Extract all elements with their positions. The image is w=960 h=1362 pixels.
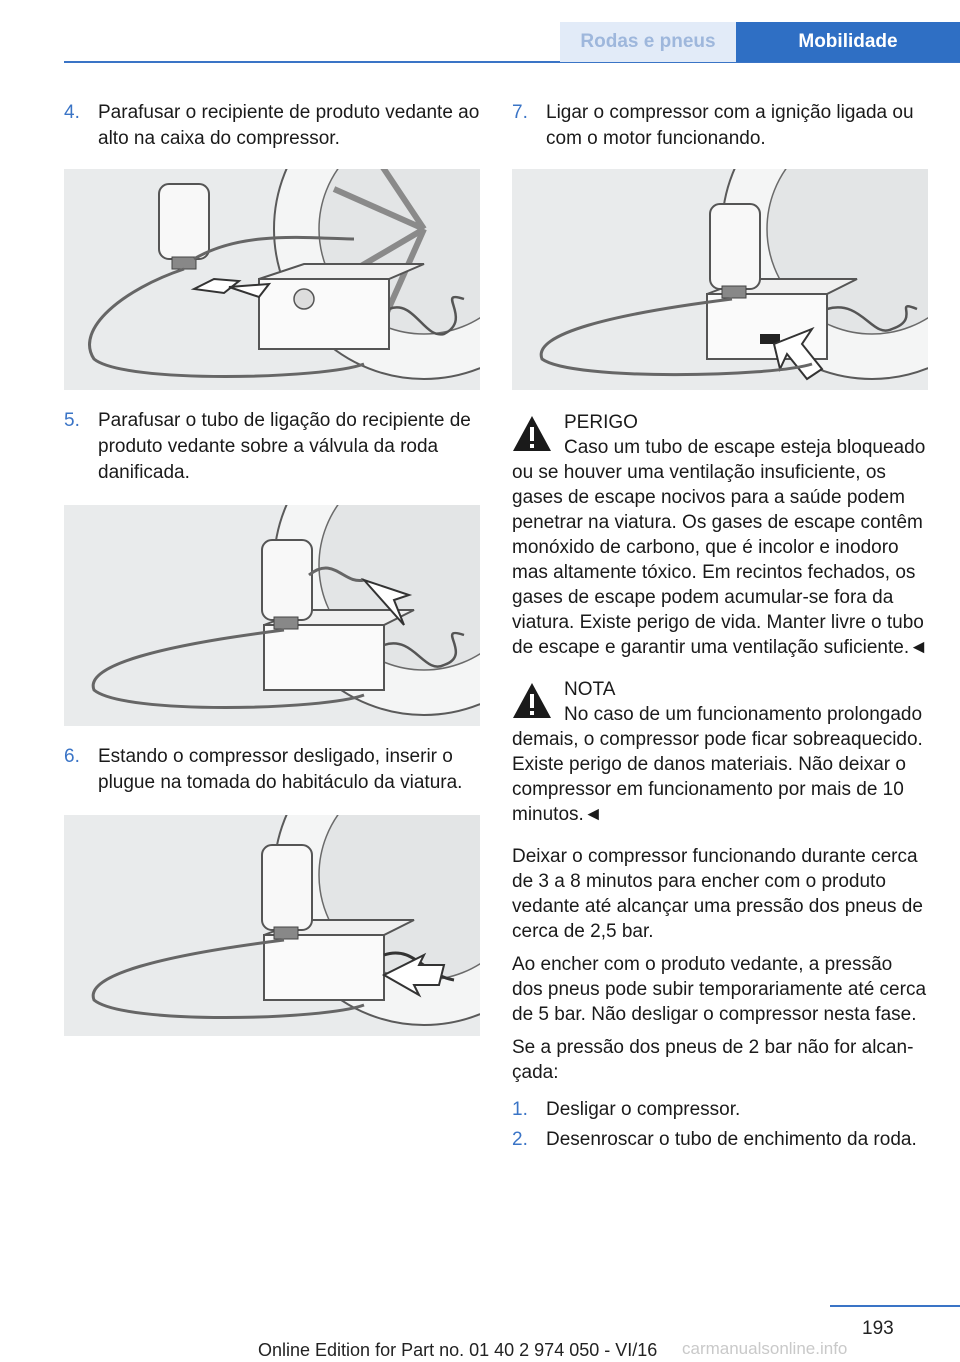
note-title: NOTA [564, 679, 616, 700]
step-6 [64, 744, 480, 796]
step-7 [512, 100, 928, 152]
warning-triangle-icon [512, 414, 552, 454]
note-warning [512, 677, 928, 827]
step-number: 5. [64, 410, 80, 431]
watermark: carmanualsonline.info [682, 1339, 848, 1358]
illustration-plug-socket [64, 815, 480, 1036]
substep-2 [512, 1127, 928, 1153]
step-5 [64, 408, 480, 486]
right-column [512, 100, 928, 1153]
step-4 [64, 100, 480, 152]
section-tab: Rodas e pneus [560, 22, 736, 62]
illustration-compressor-switch [512, 169, 928, 390]
step-number: 4. [64, 102, 80, 123]
illustration-valve-connection [64, 505, 480, 726]
danger-title: PERIGO [564, 412, 638, 433]
paragraph-pressure-not-reached: Se a pressão dos pneus de 2 bar não for alcançada: [512, 1037, 914, 1083]
step-number: 7. [512, 102, 528, 123]
chapter-tab: Mobilidade [736, 22, 960, 62]
step-text: Parafusar o tubo de ligação do recipiente de produto vedante sobre a válvula da roda danificada. [98, 410, 471, 483]
figure-start-compressor [512, 169, 928, 390]
danger-warning [512, 410, 928, 660]
figure-screw-container [64, 169, 480, 390]
left-column [64, 100, 480, 1036]
note-text: No caso de um funcionamento prolongado demais, o compressor pode ficar sobreaquecido. Existe perigo de danos materiais. Não deixar o compressor em funcionamento por mais de 10 minutos.◄ [512, 704, 923, 825]
figure-plug-socket [64, 815, 480, 1036]
page-number: 193 [862, 1318, 894, 1339]
step-number: 1. [512, 1099, 528, 1120]
illustration-compressor-bottle [64, 169, 480, 390]
step-text: Estando o compressor desligado, inserir o plugue na tomada do habitáculo da viatura. [98, 746, 463, 793]
step-text: Ligar o compressor com a ignição ligada ou com o motor funcionando. [546, 102, 914, 149]
warning-triangle-icon [512, 681, 552, 721]
step-number: 2. [512, 1129, 528, 1150]
step-number: 6. [64, 746, 80, 767]
danger-text: Caso um tubo de escape esteja bloqueado ou se houver uma ventilação insuficiente, os gases de escape nocivos para a saúde podem penetrar na viatura. Os gases de escape contêm monóxido de carbono, que é incolor e inodoro mas altamente tóxico. Em recintos fechados, os gases de escape podem acumular-se fora da viatura. Existe perigo de vida. Manter livre o tubo de escape e garantir uma ventilação suficiente.◄ [512, 437, 928, 658]
figure-connect-valve [64, 505, 480, 726]
step-text: Desenroscar o tubo de enchimento da roda. [546, 1129, 917, 1150]
step-text: Desligar o compressor. [546, 1099, 741, 1120]
step-text: Parafusar o recipiente de produto vedante ao alto na caixa do compressor. [98, 102, 480, 149]
substep-1 [512, 1097, 928, 1123]
footer-rule [830, 1305, 960, 1307]
paragraph-fill-duration: Deixar o compressor funcionando durante cerca de 3 a 8 minutos para encher com o produto vedante até alcançar uma pressão dos pneus de cerca de 2,5 bar. [512, 846, 923, 942]
paragraph-pressure-rise: Ao encher com o produto vedante, a pressão dos pneus pode subir temporariamente até cerca de 5 bar. Não desligar o compressor nesta fase. [512, 954, 927, 1025]
edition-info: Online Edition for Part no. 01 40 2 974 050 - VI/16 [258, 1340, 658, 1360]
